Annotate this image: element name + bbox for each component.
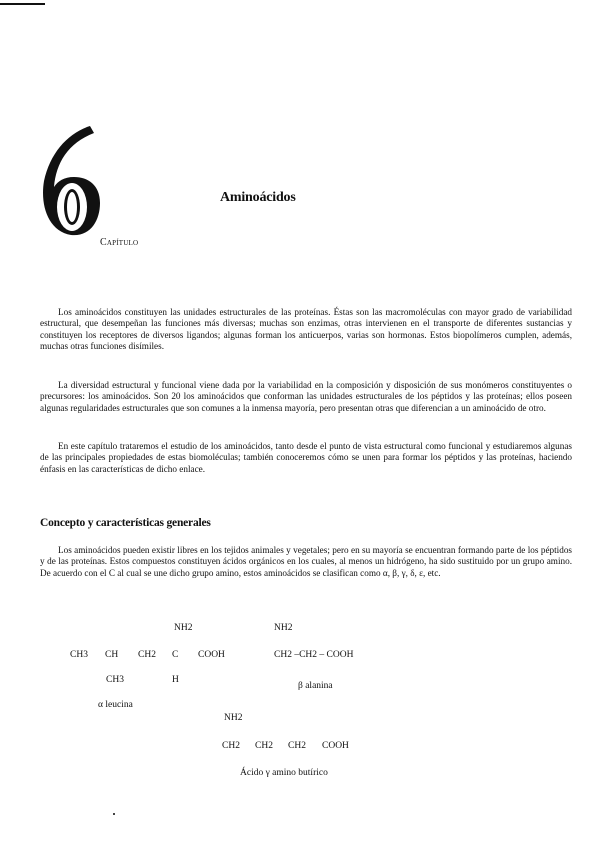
intro-paragraph-3: En este capítulo trataremos el estudio de los aminoácidos, tanto desde el punto de vista estructural como funcional y estudiaremos algunas de las principales propiedades de estas biomoléculas; también conoceremos cómo se unen para formar los péptidos y las proteínas, haciendo énfasis en las características de dicho enlace. bbox=[40, 441, 572, 474]
intro-paragraph-1: Los aminoácidos constituyen las unidades estructurales de las proteínas. Éstas son las macromoléculas con mayor grado de variabilidad estructural, que desempeñan las funciones más diversas; muchas son enzimas, otras intervienen en el transporte de diferentes sustancias y constituyen los receptores de diversos ligandos; algunas forman los anticuerpos, varias son hormonas. Estos biopolímeros cumplen, además, muchas otras funciones disímiles. bbox=[40, 307, 572, 351]
leucine-ch3: CH3 bbox=[70, 650, 88, 660]
leucine-cooh: COOH bbox=[198, 650, 225, 660]
leucine-ch2: CH2 bbox=[138, 650, 156, 660]
alanine-chain: CH2 –CH2 – COOH bbox=[274, 650, 354, 660]
leucine-branch-ch3: CH3 bbox=[106, 675, 124, 685]
gaba-label: Ácido γ amino butírico bbox=[240, 768, 328, 778]
intro-paragraph-2: La diversidad estructural y funcional viene dada por la variabilidad en la composición y disposición de sus monómeros constituyentes o precursores: los aminoácidos. Son 20 los aminoácidos que conforman las unidades estructurales de los péptidos y las proteínas; ellos poseen algunas regularidades estructurales que son comunes a la inmensa mayoría, pero presentan otras que diferencian a un aminoácido de otro. bbox=[40, 380, 572, 413]
gaba-cooh: COOH bbox=[322, 741, 349, 751]
gaba-nh2: NH2 bbox=[224, 713, 243, 723]
scan-speck bbox=[113, 813, 115, 815]
chapter-title: Aminoácidos bbox=[220, 190, 296, 205]
gaba-ch2-2: CH2 bbox=[255, 741, 273, 751]
gaba-ch2-3: CH2 bbox=[288, 741, 306, 751]
leucine-c: C bbox=[172, 650, 179, 660]
alanine-nh2: NH2 bbox=[274, 623, 293, 633]
chapter-six-numeral bbox=[38, 123, 104, 239]
leucine-label: α leucina bbox=[98, 700, 133, 710]
leucine-ch: CH bbox=[105, 650, 119, 660]
gaba-ch2-1: CH2 bbox=[222, 741, 240, 751]
corner-mark bbox=[0, 3, 45, 5]
section-paragraph-1: Los aminoácidos pueden existir libres en los tejidos animales y vegetales; pero en su mayoría se encuentran formando parte de los péptidos y de las proteínas. Estos compuestos constituyen ácidos orgánicos en los cuales, al menos un hidrógeno, ha sido sustituido por un grupo amino. De acuerdo con el C al cual se une dicho grupo amino, estos aminoácidos se clasifican como α, β, γ, δ, ε, etc. bbox=[40, 545, 572, 578]
leucine-h: H bbox=[172, 675, 179, 685]
chapter-label: Capítulo bbox=[100, 237, 139, 248]
leucine-nh2: NH2 bbox=[174, 623, 193, 633]
section-heading: Concepto y características generales bbox=[40, 517, 211, 529]
alanine-label: β alanina bbox=[298, 681, 333, 691]
